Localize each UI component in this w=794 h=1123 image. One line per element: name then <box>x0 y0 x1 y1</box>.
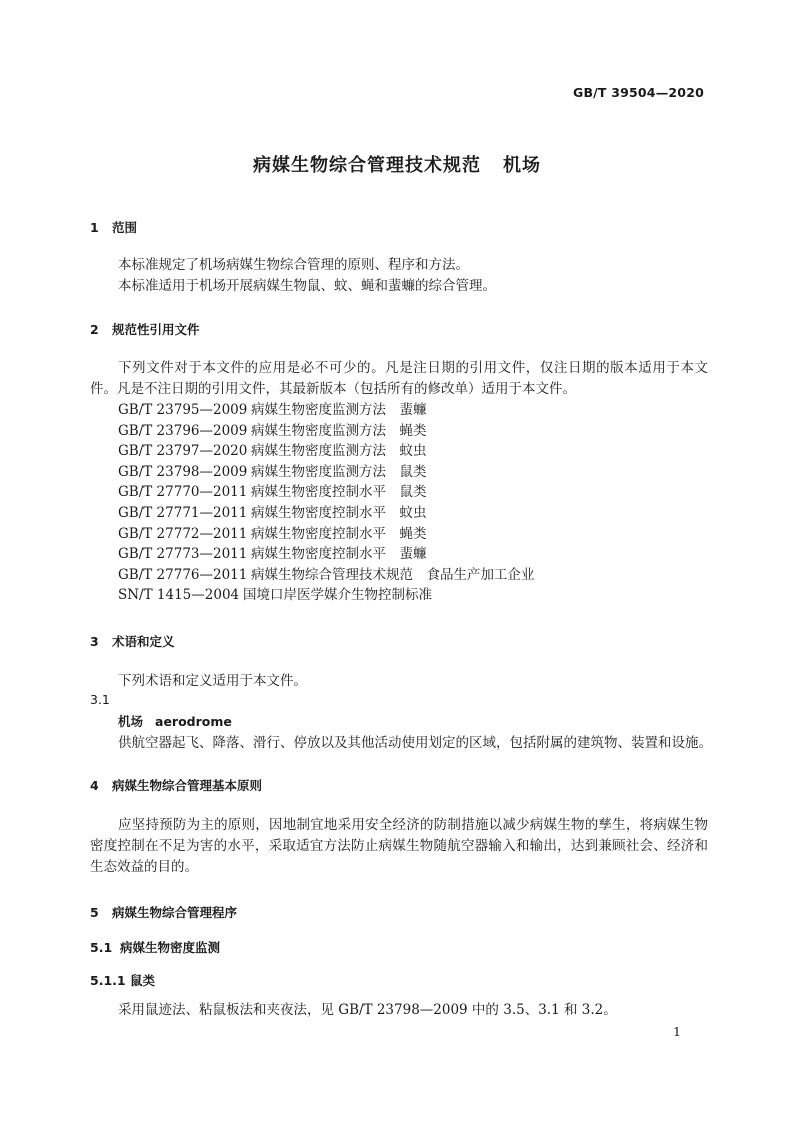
term-cn: 机场 <box>118 714 144 729</box>
paragraph: 下列文件对于本文件的应用是必不可少的。凡是注日期的引用文件，仅注日期的版本适用于本文件。凡是不注日期的引用文件，其最新版本（包括所有的修改单）适用于本文件。 <box>90 360 708 397</box>
section-5-1-heading <box>90 938 220 956</box>
section-number: 5.1.1 <box>90 973 126 988</box>
reference-item <box>118 503 535 524</box>
section-1-heading <box>90 218 137 236</box>
term-entry <box>118 712 232 730</box>
reference-item <box>118 565 535 586</box>
reference-title: 病媒生物密度控制水平 蜚蠊 <box>251 546 427 563</box>
page-number: 1 <box>673 1024 681 1039</box>
reference-code: GB/T 27772—2011 <box>118 525 248 542</box>
section-title: 病媒生物综合管理基本原则 <box>112 778 263 793</box>
reference-code: GB/T 23798—2009 <box>118 463 248 480</box>
section-5-1-1-heading <box>90 971 155 989</box>
title-main: 病媒生物综合管理技术规范 <box>253 155 481 176</box>
reference-code: SN/T 1415—2004 <box>118 587 240 604</box>
reference-title: 病媒生物密度监测方法 蚊虫 <box>251 443 427 460</box>
reference-item <box>118 400 535 421</box>
reference-item <box>118 544 535 565</box>
paragraph: 采用鼠迹法、粘鼠板法和夹夜法，见 GB/T 23798—2009 中的 3.5、3.1 和 3.2。 <box>118 1002 617 1018</box>
section-number: 2 <box>90 322 99 337</box>
section-title: 范围 <box>112 220 138 235</box>
reference-code: GB/T 23797—2020 <box>118 443 248 460</box>
reference-code: GB/T 27776—2011 <box>118 566 248 583</box>
reference-title: 病媒生物密度监测方法 鼠类 <box>251 463 427 480</box>
section-title: 规范性引用文件 <box>112 322 200 337</box>
reference-item <box>118 585 535 606</box>
reference-title: 病媒生物密度控制水平 蝇类 <box>251 525 427 542</box>
reference-list <box>118 400 535 606</box>
term-number: 3.1 <box>90 692 110 707</box>
standard-code: GB/T 39504—2020 <box>572 85 704 100</box>
section-title: 病媒生物密度监测 <box>120 940 221 955</box>
reference-item <box>118 441 535 462</box>
reference-code: GB/T 23796—2009 <box>118 422 248 439</box>
reference-title: 病媒生物密度监测方法 蝇类 <box>251 422 427 439</box>
reference-code: GB/T 27773—2011 <box>118 546 248 563</box>
section-title: 术语和定义 <box>112 634 175 649</box>
reference-code: GB/T 27771—2011 <box>118 504 248 521</box>
section-3-heading <box>90 632 175 650</box>
paragraph: 下列术语和定义适用于本文件。 <box>118 673 307 689</box>
reference-item <box>118 421 535 442</box>
reference-title: 病媒生物密度控制水平 蚊虫 <box>251 504 427 521</box>
term-en: aerodrome <box>155 714 232 729</box>
reference-item <box>118 482 535 503</box>
section-number: 5 <box>90 905 99 920</box>
reference-title: 病媒生物综合管理技术规范 食品生产加工企业 <box>251 566 535 583</box>
section-number: 3 <box>90 634 99 649</box>
section-5-heading <box>90 903 237 921</box>
reference-item <box>118 462 535 483</box>
paragraph: 本标准适用于机场开展病媒生物鼠、蚊、蝇和蜚蠊的综合管理。 <box>118 278 496 294</box>
document-title <box>0 151 794 177</box>
section-4-heading <box>90 776 262 794</box>
section-number: 4 <box>90 778 99 793</box>
reference-title: 病媒生物密度控制水平 鼠类 <box>251 484 427 501</box>
reference-item <box>118 524 535 545</box>
paragraph: 本标准规定了机场病媒生物综合管理的原则、程序和方法。 <box>118 257 469 273</box>
term-definition: 供航空器起飞、降落、滑行、停放以及其他活动使用划定的区域，包括附属的建筑物、装置和设施。 <box>118 735 712 751</box>
section-2-heading <box>90 320 200 338</box>
paragraph: 应坚持预防为主的原则，因地制宜地采用安全经济的防制措施以减少病媒生物的孳生，将病媒生物密度控制在不足为害的水平，采取适宜方法防止病媒生物随航空器输入和输出，达到兼顾社会、经济和生态效益的目的。 <box>90 817 708 875</box>
reference-title: 国境口岸医学媒介生物控制标准 <box>243 587 432 604</box>
section-title: 鼠类 <box>130 973 156 988</box>
reference-title: 病媒生物密度监测方法 蜚蠊 <box>251 402 427 418</box>
reference-code: GB/T 27770—2011 <box>118 484 248 501</box>
section-number: 5.1 <box>90 940 113 955</box>
reference-code: GB/T 23795—2009 <box>118 402 248 418</box>
section-title: 病媒生物综合管理程序 <box>112 905 238 920</box>
section-number: 1 <box>90 220 99 235</box>
title-sub: 机场 <box>503 155 541 176</box>
